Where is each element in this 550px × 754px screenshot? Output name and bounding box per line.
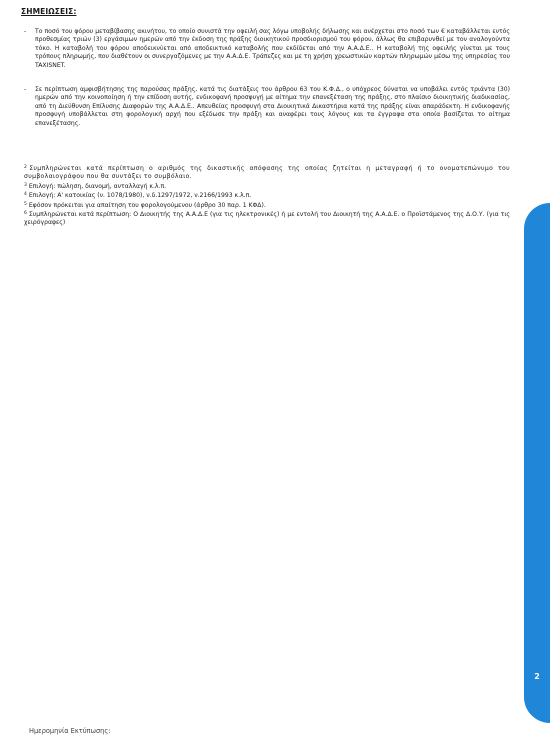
footnote-text: Συμπληρώνεται κατά περίπτωση ο αριθμός της δικαστικής απόφασης της οποίας ζητείται η μεταγραφή ή το ονοματεπώνυμο του συμβολαιογράφου που θα συντάξει το συμβόλαιο.	[24, 165, 510, 181]
page-number: 2	[534, 672, 540, 681]
note-dash: -	[24, 86, 27, 94]
footnote-item	[24, 210, 510, 228]
footnote-number: 4	[24, 192, 27, 198]
footnote-item	[24, 164, 510, 182]
footnote-text: Εφόσον πρόκειται για απαίτηση του φορολογούμενου (άρθρο 30 παρ. 1 ΚΦΔ).	[28, 201, 266, 209]
print-date-label: Ημερομηνία Εκτύπωσης:	[29, 727, 111, 735]
notes-list	[24, 28, 510, 138]
footnote-item	[24, 201, 510, 210]
footnote-text: Επιλογή: πώληση, διανομή, ανταλλαγή κ.λ.π.	[28, 182, 167, 190]
note-dash: -	[24, 28, 27, 35]
footnote-number: 3	[24, 182, 27, 188]
note-item	[24, 28, 510, 70]
note-item	[24, 86, 510, 128]
side-tab	[524, 203, 550, 723]
footnote-item	[24, 182, 510, 191]
footnote-text: Επιλογή: Α' κατοικίας (ν. 1078/1980), ν.δ.1297/1972, ν.2166/1993 κ.λ.π.	[28, 192, 252, 200]
footnote-number: 5	[24, 201, 27, 207]
footnote-number: 2	[24, 165, 28, 170]
footnote-number: 6	[24, 211, 27, 217]
notes-heading: ΣΗΜΕΙΩΣΕΙΣ:	[21, 7, 77, 16]
note-text: Το ποσό του φόρου μεταβίβασης ακινήτου, το οποίο συνιστά την οφειλή σας λόγω υποβολής δήλωσης και ανέρχεται στο ποσό των € καταβάλλεται εντός προθεσμίας τριών (3) εργάσιμων ημερών από την έκδοση της πράξης διοικητικού προσδιορισμού του φόρου, άλλως θα επιβαρυνθεί με τον αναλογούντα τόκο. Η καταβολή του φόρου αποδεικνύεται από αποδεικτικό καταβολής που εκδίδεται από την Α.Α.Δ.Ε.. Η καταβολή της οφειλής γίνεται με τους τρόπους πληρωμής, που διαθέτουν οι συνεργαζόμενες με την Α.Α.Δ.Ε. Τράπεζες και με τη χρήση χρεωστικών καρτών πληρωμών μέσω της υπηρεσίας του TAXISNET.	[35, 28, 510, 69]
footnotes-list	[24, 164, 510, 228]
footnote-item	[24, 191, 510, 200]
note-text: Σε περίπτωση αμφισβήτησης της παρούσας πράξης, κατά τις διατάξεις του άρθρου 63 του Κ.Φ.Δ., ο υπόχρεος δύναται να υποβάλει εντός τριάντα (30) ημερών από την κοινοποίηση ή την επίδοση αυτής, ενδικοφανή προσφυγή με αίτημα την επανεξέταση της πράξης, στο πλαίσιο διοικητικής διαδικασίας, από τη Διεύθυνση Επίλυσης Διαφορών της Α.Α.Δ.Ε.. Απευθείας προσφυγή στα Διοικητικά Δικαστήρια κατά της πράξης είναι απαράδεκτη. Η ενδικοφανής προσφυγή υποβάλλεται στη φορολογική αρχή που εξέδωσε την πράξη και αναφέρει τους λόγους και τα έγγραφα στα οποία βασίζεται το αίτημα επανεξέτασης.	[35, 86, 510, 127]
footnote-text: Συμπληρώνεται κατά περίπτωση: Ο Διοικητής της Α.Α.Δ.Ε (για τις ηλεκτρονικές) ή με εντολή του Διοικητή της Α.Α.Δ.Ε. ο Προϊστάμενος της Δ.Ο.Υ. (για τις χειρόγραφες)	[24, 211, 510, 227]
